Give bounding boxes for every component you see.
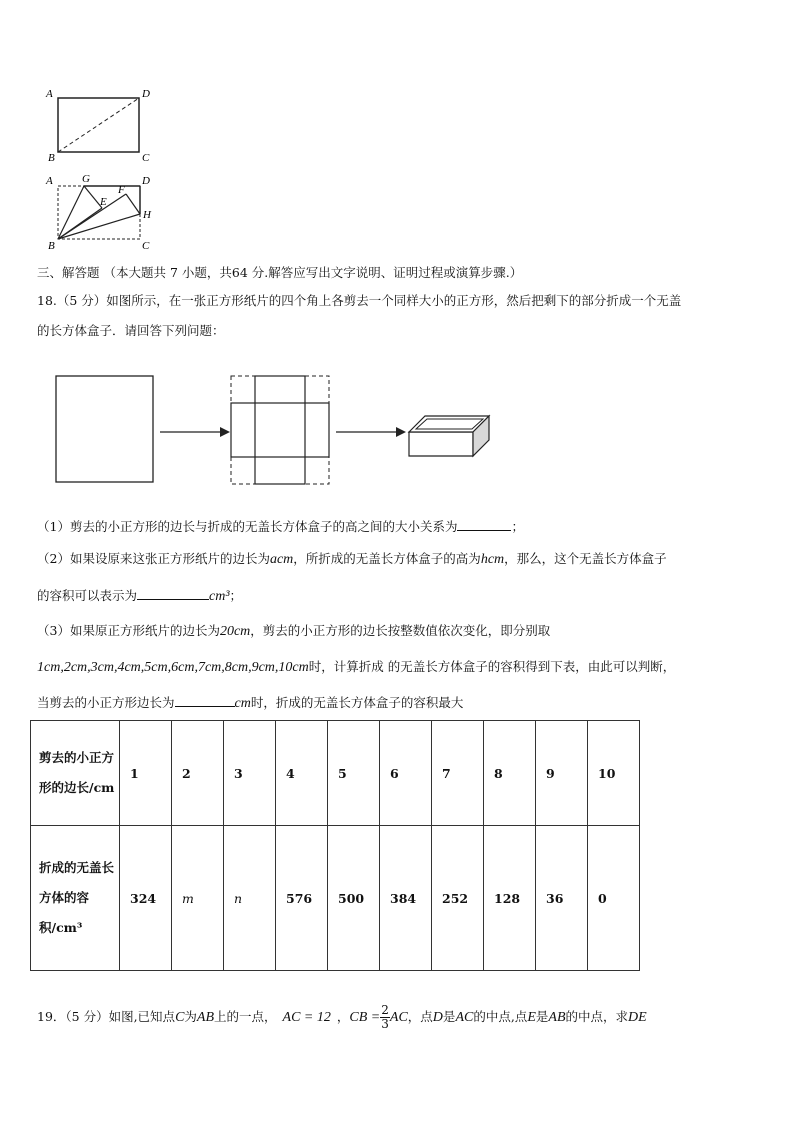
table-cell: 384 xyxy=(380,826,432,971)
table-cell: 10 xyxy=(588,721,640,826)
label-g: G xyxy=(82,173,90,185)
table-cell: 1 xyxy=(120,721,172,826)
answer-blank-3[interactable] xyxy=(175,694,235,707)
corner-cut-top-right xyxy=(305,376,329,403)
q18-line2: 的长方体盒子．请回答下列问题： xyxy=(37,323,225,338)
q18-part3-line2: 1cm,2cm,3cm,4cm,5cm,6cm,7cm,8cm,9cm,10cm时，计算折成 的无盖长方体盒子的容积得到下表，由此可以判断， xyxy=(37,659,676,675)
label-a: A xyxy=(46,88,53,100)
box-folding-figure xyxy=(50,370,500,495)
math-acm: acm xyxy=(269,552,294,567)
rectangle-diagonal-figure xyxy=(40,84,160,164)
label-f: F xyxy=(118,184,125,196)
square-paper xyxy=(56,376,153,482)
fraction-2-3: $\frac{2}{3}$ xyxy=(381,1003,389,1031)
label-d: D xyxy=(142,88,150,100)
label-e: E xyxy=(100,196,107,208)
corner-cut-top-left xyxy=(231,376,255,403)
math-cm-list: 1cm,2cm,3cm,4cm,5cm,6cm,7cm,8cm,9cm,10cm xyxy=(37,660,309,675)
table-cell: 36 xyxy=(536,826,588,971)
label-c: C xyxy=(142,240,150,252)
label-b: B xyxy=(48,240,55,252)
table-cell: 4 xyxy=(276,721,328,826)
table-cell: 0 xyxy=(588,826,640,971)
diagonal-bd xyxy=(58,98,139,152)
q18-line1: 18.（5 分）如图所示，在一张正方形纸片的四个角上各剪去一个同样大小的正方形，然后把剩下的部分折成一个无盖 xyxy=(37,293,682,308)
table-cell: m xyxy=(172,826,224,971)
segment-bf xyxy=(58,194,126,239)
arrow-1-head xyxy=(220,427,230,437)
table-cell: 3 xyxy=(224,721,276,826)
table-cell: 6 xyxy=(380,721,432,826)
label-c: C xyxy=(142,152,150,164)
segment-fh xyxy=(126,194,140,214)
q18-part3-line1: （3）如果原正方形纸片的边长为20cm，剪去的小正方形的边长按整数值依次变化，即分别取 xyxy=(37,623,551,639)
corner-cut-bottom-left xyxy=(231,457,255,484)
table-cell: 128 xyxy=(484,826,536,971)
label-b: B xyxy=(48,152,55,164)
math-hcm: hcm xyxy=(480,552,505,567)
table-cell: 8 xyxy=(484,721,536,826)
corner-cut-bottom-right xyxy=(305,457,329,484)
row-header-side: 剪去的小正方 形的边长/cm xyxy=(31,721,120,826)
unit-cm: cm xyxy=(234,696,251,711)
answer-blank-2[interactable] xyxy=(137,587,209,600)
cross-horizontal xyxy=(231,403,329,457)
segment-bh xyxy=(58,214,140,239)
label-d: D xyxy=(142,175,150,187)
q19-line: 19．（5 分）如图,已知点C为AB上的一点， AC = 12 ，CB = $\frac{2}{3}$ AC，点D是AC的中点,点E是AB的中点，求DE xyxy=(37,1003,647,1031)
table-cell: 9 xyxy=(536,721,588,826)
table-cell: 252 xyxy=(432,826,484,971)
q18-part3-line3: 当剪去的小正方形边长为 cm时，折成的无盖长方体盒子的容积最大 xyxy=(37,695,464,711)
table-row-side xyxy=(31,721,640,826)
table-cell: 5 xyxy=(328,721,380,826)
q18-part2-line2: 的容积可以表示为 cm³； xyxy=(37,588,243,604)
table-cell: 2 xyxy=(172,721,224,826)
label-a: A xyxy=(46,175,53,187)
table-cell: 500 xyxy=(328,826,380,971)
unit-cm3: cm³ xyxy=(209,589,230,604)
row-header-volume: 折成的无盖长方体的容积/cm³ xyxy=(31,826,120,971)
table-cell: 7 xyxy=(432,721,484,826)
label-h: H xyxy=(143,209,151,221)
answer-blank-1[interactable] xyxy=(457,518,511,531)
arrow-2-head xyxy=(396,427,406,437)
table-row-volume xyxy=(31,826,640,971)
math-20cm: 20cm xyxy=(219,624,251,639)
folded-rectangle-figure xyxy=(40,172,165,252)
math-ac-12: AC = 12 xyxy=(282,1010,331,1025)
box-front xyxy=(409,432,473,456)
q18-part1: （1）剪去的小正方形的边长与折成的无盖长方体盒子的高之间的大小关系为 ； xyxy=(37,519,524,534)
q18-part2-line1: （2）如果设原来这张正方形纸片的边长为acm，所折成的无盖长方体盒子的高为hcm，那么，这个无盖长方体盒子 xyxy=(37,551,667,567)
cross-vertical xyxy=(255,376,305,484)
section-heading: 三、解答题 （本大题共 7 小题，共64 分.解答应写出文字说明、证明过程或演算步骤.） xyxy=(37,265,523,280)
table-cell: n xyxy=(224,826,276,971)
table-cell: 324 xyxy=(120,826,172,971)
volume-table xyxy=(30,720,640,971)
table-cell: 576 xyxy=(276,826,328,971)
